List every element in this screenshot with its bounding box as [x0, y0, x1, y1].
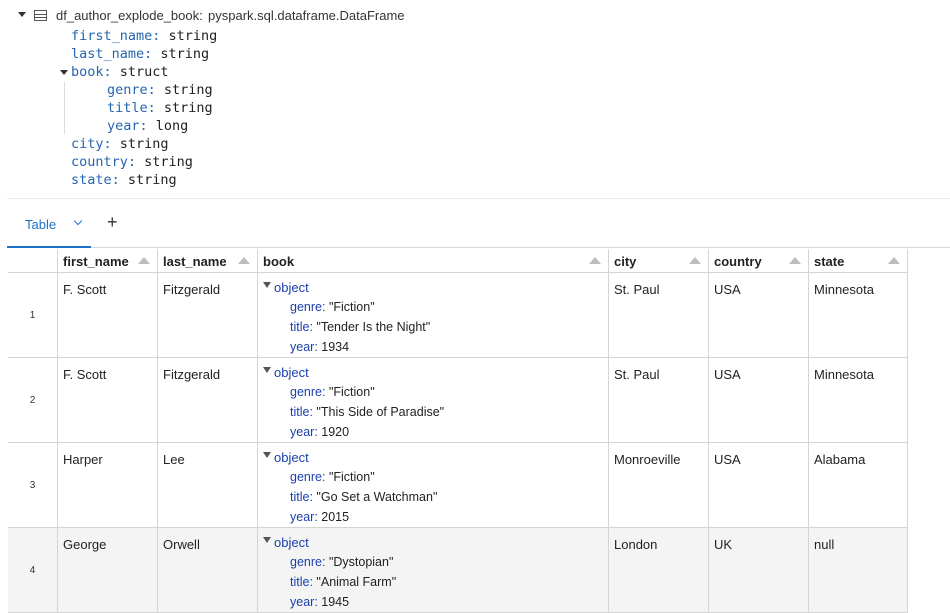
- sort-icon[interactable]: [589, 257, 601, 264]
- last-name-cell[interactable]: Fitzgerald: [158, 358, 258, 442]
- book-cell[interactable]: [258, 273, 609, 357]
- first-name-cell[interactable]: F. Scott: [58, 273, 158, 357]
- book-genre: genre: "Fiction": [290, 300, 375, 314]
- row-number-cell: 4: [8, 528, 58, 612]
- tab-table-label: Table: [25, 217, 57, 232]
- dataframe-type: pyspark.sql.dataframe.DataFrame: [208, 8, 405, 23]
- last-name-cell[interactable]: Fitzgerald: [158, 273, 258, 357]
- struct-guide-line: [64, 82, 65, 134]
- country-cell[interactable]: USA: [709, 443, 809, 527]
- object-label[interactable]: object: [274, 450, 309, 465]
- dataframe-icon: [34, 10, 47, 21]
- book-year: year: 1934: [290, 340, 350, 354]
- table-row[interactable]: [8, 358, 908, 443]
- object-label[interactable]: object: [274, 365, 309, 380]
- plus-icon[interactable]: +: [107, 212, 118, 232]
- schema-field-title: title: string: [107, 100, 213, 116]
- book-year: year: 2015: [290, 510, 350, 524]
- column-header-city[interactable]: city: [609, 249, 709, 273]
- first-name-cell[interactable]: F. Scott: [58, 358, 158, 442]
- sort-icon[interactable]: [238, 257, 250, 264]
- state-cell[interactable]: Minnesota: [809, 273, 908, 357]
- schema-field-book: book: struct: [71, 64, 169, 80]
- last-name-cell[interactable]: Orwell: [158, 528, 258, 612]
- book-struct-caret-icon[interactable]: [60, 70, 68, 75]
- schema-field-state: state: string: [71, 172, 177, 188]
- sort-icon[interactable]: [689, 257, 701, 264]
- column-header-country[interactable]: country: [709, 249, 809, 273]
- table-row[interactable]: [8, 273, 908, 358]
- result-tab-bar: [7, 198, 950, 248]
- table-row[interactable]: [8, 528, 908, 613]
- column-header-book[interactable]: book: [258, 249, 609, 273]
- book-cell[interactable]: [258, 443, 609, 527]
- state-cell[interactable]: Alabama: [809, 443, 908, 527]
- dataframe-name: df_author_explode_book:: [56, 8, 203, 23]
- first-name-cell[interactable]: Harper: [58, 443, 158, 527]
- book-title: title: "Go Set a Watchman": [290, 490, 438, 504]
- expand-caret-icon[interactable]: [263, 452, 271, 458]
- state-cell[interactable]: Minnesota: [809, 358, 908, 442]
- column-header-last-name[interactable]: last_name: [158, 249, 258, 273]
- first-name-cell[interactable]: George: [58, 528, 158, 612]
- sort-icon[interactable]: [789, 257, 801, 264]
- schema-field-city: city: string: [71, 136, 169, 152]
- book-genre: genre: "Dystopian": [290, 555, 394, 569]
- row-number-cell: 2: [8, 358, 58, 442]
- column-header-first-name[interactable]: first_name: [58, 249, 158, 273]
- schema-field-last-name: last_name: string: [71, 46, 210, 62]
- row-number-cell: 1: [8, 273, 58, 357]
- schema-field-genre: genre: string: [107, 82, 213, 98]
- sort-icon[interactable]: [138, 257, 150, 264]
- last-name-cell[interactable]: Lee: [158, 443, 258, 527]
- schema-field-first-name: first_name: string: [71, 28, 218, 44]
- expand-caret-icon[interactable]: [263, 367, 271, 373]
- city-cell[interactable]: Monroeville: [609, 443, 709, 527]
- object-label[interactable]: object: [274, 280, 309, 295]
- schema-field-year: year: long: [107, 118, 189, 134]
- row-number-cell: 3: [8, 443, 58, 527]
- book-year: year: 1945: [290, 595, 350, 609]
- sort-icon[interactable]: [888, 257, 900, 264]
- book-title: title: "This Side of Paradise": [290, 405, 445, 419]
- state-cell[interactable]: null: [809, 528, 908, 612]
- column-header-state[interactable]: state: [809, 249, 908, 273]
- schema-field-country: country: string: [71, 154, 193, 170]
- city-cell[interactable]: St. Paul: [609, 273, 709, 357]
- country-cell[interactable]: USA: [709, 358, 809, 442]
- book-title: title: "Animal Farm": [290, 575, 397, 589]
- book-title: title: "Tender Is the Night": [290, 320, 431, 334]
- book-cell[interactable]: [258, 528, 609, 612]
- city-cell[interactable]: St. Paul: [609, 358, 709, 442]
- expand-caret-icon[interactable]: [263, 537, 271, 543]
- expand-caret-icon[interactable]: [263, 282, 271, 288]
- country-cell[interactable]: USA: [709, 273, 809, 357]
- row-number-header: [8, 249, 58, 273]
- city-cell[interactable]: London: [609, 528, 709, 612]
- book-genre: genre: "Fiction": [290, 470, 375, 484]
- tab-table[interactable]: [7, 199, 91, 248]
- collapse-caret-icon[interactable]: [18, 12, 26, 17]
- chevron-down-icon[interactable]: [74, 217, 82, 225]
- book-year: year: 1920: [290, 425, 350, 439]
- country-cell[interactable]: UK: [709, 528, 809, 612]
- book-cell[interactable]: [258, 358, 609, 442]
- book-genre: genre: "Fiction": [290, 385, 375, 399]
- object-label[interactable]: object: [274, 535, 309, 550]
- table-row[interactable]: [8, 443, 908, 528]
- data-table: [8, 249, 950, 613]
